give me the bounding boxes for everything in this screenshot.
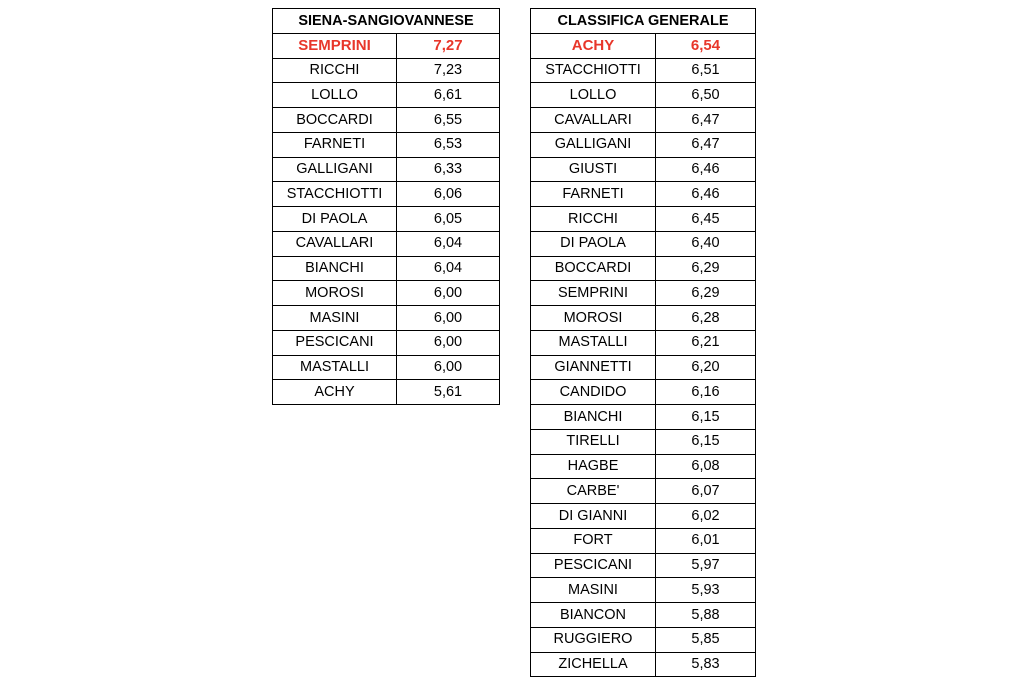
table-row (273, 256, 500, 281)
player-score: 6,06 (397, 182, 500, 207)
player-name: MOROSI (273, 281, 397, 306)
player-name: GIUSTI (531, 157, 656, 182)
player-name: BIANCHI (531, 405, 656, 430)
player-name: ACHY (273, 380, 397, 405)
player-name: DI GIANNI (531, 504, 656, 529)
player-name: RICCHI (273, 58, 397, 83)
table-row (531, 627, 756, 652)
table-row (273, 157, 500, 182)
table-row (531, 504, 756, 529)
table-row (531, 479, 756, 504)
table-row (531, 33, 756, 58)
table-row (531, 330, 756, 355)
player-name: PESCICANI (273, 330, 397, 355)
player-score: 6,04 (397, 231, 500, 256)
table-row (531, 405, 756, 430)
player-name: FORT (531, 528, 656, 553)
player-score: 6,50 (656, 83, 756, 108)
player-name: MASTALLI (531, 330, 656, 355)
table-title-row (531, 9, 756, 34)
player-score: 6,53 (397, 132, 500, 157)
table-row (531, 429, 756, 454)
table-row (531, 207, 756, 232)
player-name: LOLLO (531, 83, 656, 108)
player-name: BOCCARDI (273, 108, 397, 133)
table-row (273, 380, 500, 405)
table-row (531, 355, 756, 380)
player-score: 6,00 (397, 355, 500, 380)
table-row (273, 58, 500, 83)
player-name: RICCHI (531, 207, 656, 232)
table-row (531, 454, 756, 479)
player-name: BIANCON (531, 603, 656, 628)
table-row (531, 281, 756, 306)
player-name: CAVALLARI (273, 231, 397, 256)
table-row (531, 603, 756, 628)
player-name: FARNETI (273, 132, 397, 157)
player-name: GIANNETTI (531, 355, 656, 380)
table-row (273, 306, 500, 331)
table-title: CLASSIFICA GENERALE (531, 9, 756, 34)
player-name: MASTALLI (273, 355, 397, 380)
player-score: 6,46 (656, 157, 756, 182)
player-score: 6,08 (656, 454, 756, 479)
player-score: 6,05 (397, 207, 500, 232)
player-score: 6,20 (656, 355, 756, 380)
player-score: 6,33 (397, 157, 500, 182)
player-score: 5,85 (656, 627, 756, 652)
player-score: 6,47 (656, 108, 756, 133)
table-row (273, 182, 500, 207)
player-name: BOCCARDI (531, 256, 656, 281)
table-row (531, 553, 756, 578)
player-name: LOLLO (273, 83, 397, 108)
player-score: 6,00 (397, 306, 500, 331)
player-score: 6,29 (656, 281, 756, 306)
player-score: 5,93 (656, 578, 756, 603)
player-score: 5,88 (656, 603, 756, 628)
player-name: MOROSI (531, 306, 656, 331)
table-row (273, 83, 500, 108)
player-name: MASINI (531, 578, 656, 603)
player-name: CAVALLARI (531, 108, 656, 133)
player-score: 6,61 (397, 83, 500, 108)
table-row (273, 281, 500, 306)
table-row (531, 182, 756, 207)
player-name: BIANCHI (273, 256, 397, 281)
table-row (273, 108, 500, 133)
table-row (531, 157, 756, 182)
player-name: PESCICANI (531, 553, 656, 578)
player-score: 6,29 (656, 256, 756, 281)
player-score: 6,28 (656, 306, 756, 331)
table-row (531, 256, 756, 281)
player-score: 6,51 (656, 58, 756, 83)
player-score: 6,15 (656, 429, 756, 454)
player-score: 6,47 (656, 132, 756, 157)
player-score: 6,00 (397, 281, 500, 306)
player-name: RUGGIERO (531, 627, 656, 652)
table-row (531, 652, 756, 677)
table-row (531, 231, 756, 256)
table-row (531, 528, 756, 553)
table-row (273, 132, 500, 157)
player-score: 6,40 (656, 231, 756, 256)
player-score: 6,04 (397, 256, 500, 281)
player-score: 6,16 (656, 380, 756, 405)
player-score: 6,45 (656, 207, 756, 232)
player-name: SEMPRINI (273, 33, 397, 58)
player-name: ZICHELLA (531, 652, 656, 677)
player-score: 7,23 (397, 58, 500, 83)
table-title-row (273, 9, 500, 34)
table-row (531, 132, 756, 157)
player-score: 7,27 (397, 33, 500, 58)
player-name: TIRELLI (531, 429, 656, 454)
player-name: DI PAOLA (531, 231, 656, 256)
player-score: 6,54 (656, 33, 756, 58)
table-row (273, 207, 500, 232)
table-row (273, 231, 500, 256)
player-name: GALLIGANI (273, 157, 397, 182)
table-row (273, 330, 500, 355)
player-name: CANDIDO (531, 380, 656, 405)
player-name: STACCHIOTTI (273, 182, 397, 207)
table-row (273, 33, 500, 58)
table-row (531, 108, 756, 133)
player-score: 5,83 (656, 652, 756, 677)
table-title: SIENA-SANGIOVANNESE (273, 9, 500, 34)
table-row (531, 306, 756, 331)
overall-standings-table (530, 8, 756, 677)
player-score: 6,07 (656, 479, 756, 504)
player-score: 5,97 (656, 553, 756, 578)
player-name: HAGBE (531, 454, 656, 479)
player-name: MASINI (273, 306, 397, 331)
match-ratings-table (272, 8, 500, 405)
player-name: DI PAOLA (273, 207, 397, 232)
table-row (273, 355, 500, 380)
player-score: 5,61 (397, 380, 500, 405)
player-name: SEMPRINI (531, 281, 656, 306)
player-score: 6,21 (656, 330, 756, 355)
player-score: 6,02 (656, 504, 756, 529)
player-name: ACHY (531, 33, 656, 58)
player-score: 6,00 (397, 330, 500, 355)
table-row (531, 58, 756, 83)
player-name: CARBE' (531, 479, 656, 504)
overall-standings-body (531, 9, 756, 677)
player-score: 6,46 (656, 182, 756, 207)
table-row (531, 380, 756, 405)
player-name: FARNETI (531, 182, 656, 207)
player-name: STACCHIOTTI (531, 58, 656, 83)
match-ratings-body (273, 9, 500, 405)
table-row (531, 578, 756, 603)
player-score: 6,55 (397, 108, 500, 133)
table-row (531, 83, 756, 108)
player-score: 6,15 (656, 405, 756, 430)
player-name: GALLIGANI (531, 132, 656, 157)
player-score: 6,01 (656, 528, 756, 553)
